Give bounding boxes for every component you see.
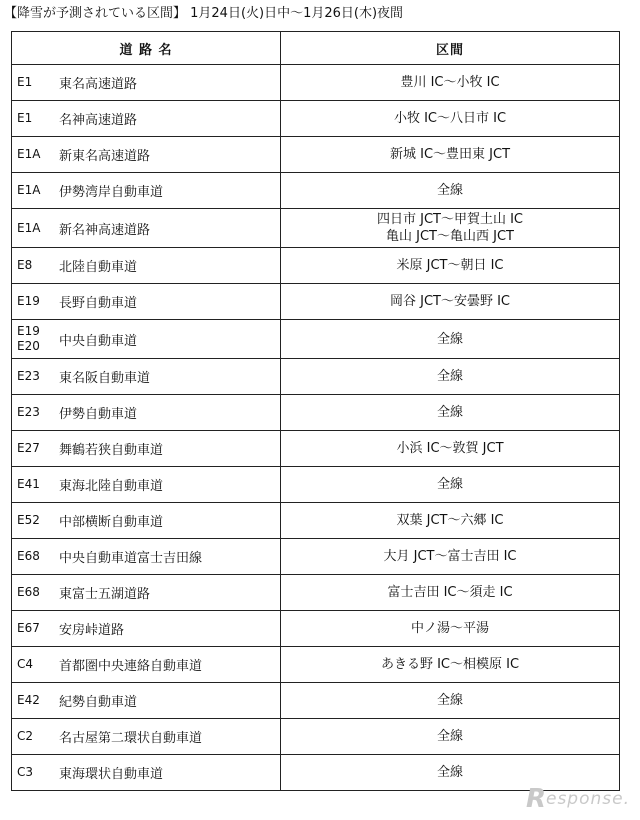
road-code: E41 [17,477,40,491]
road-name: 新東名高速道路 [59,149,151,164]
road-cell-content [12,619,280,638]
table-row [12,320,620,359]
table-row [12,503,620,539]
section-cell: 中ノ湯～平湯 [281,611,620,647]
road-cell-content [12,145,280,164]
response-logo [526,784,630,814]
road-cell [12,65,281,101]
table-row [12,539,620,575]
section-cell: 全線 [281,173,620,209]
table-row [12,575,620,611]
road-name: 中央自動車道 [59,333,138,349]
section-cell: 新城 IC～豊田東 JCT [281,137,620,173]
table-row [12,209,620,248]
road-cell-content [12,655,280,674]
road-cell [12,359,281,395]
table-header-row [12,32,620,65]
road-cell [12,755,281,791]
road-cell-content [12,219,280,238]
section-cell: 全線 [281,467,620,503]
section-cell: 全線 [281,395,620,431]
road-name: 東海環状自動車道 [59,767,164,782]
road-code: E52 [17,513,40,527]
road-cell [12,719,281,755]
road-code: E23 [17,369,40,383]
road-code: E68 [17,585,40,599]
table-body [12,65,620,791]
road-name: 東名高速道路 [59,77,138,92]
road-code: E1A [17,147,41,161]
road-cell [12,539,281,575]
road-cell [12,137,281,173]
section-cell: 大月 JCT～富士吉田 IC [281,539,620,575]
road-cell [12,503,281,539]
road-cell-content [12,547,280,566]
road-code: C2 [17,729,34,743]
table-row [12,467,620,503]
logo-text: esponse. [545,789,630,809]
road-name: 中央自動車道富士吉田線 [59,551,203,566]
section-cell: 全線 [281,719,620,755]
road-name: 名神高速道路 [59,113,138,128]
road-name: 東海北陸自動車道 [59,479,164,494]
road-cell-content [12,691,280,710]
road-name: 首都圏中央連絡自動車道 [59,659,203,674]
road-cell [12,611,281,647]
road-cell-content [12,181,280,200]
section-cell: 全線 [281,320,620,359]
road-code: E1 [17,75,33,89]
road-name: 伊勢湾岸自動車道 [59,185,164,200]
table-row [12,683,620,719]
road-cell-content [12,367,280,386]
road-cell-content [12,73,280,92]
road-cell [12,575,281,611]
road-cell-content [12,324,280,354]
section-cell: 双葉 JCT～六郷 IC [281,503,620,539]
table-row [12,431,620,467]
table-row [12,284,620,320]
road-cell [12,101,281,137]
road-name: 東富士五湖道路 [59,587,151,602]
table-row [12,647,620,683]
section-cell: 全線 [281,359,620,395]
table-row [12,719,620,755]
section-cell: 米原 JCT～朝日 IC [281,248,620,284]
road-name: 舞鶴若狭自動車道 [59,443,164,458]
road-name: 中部横断自動車道 [59,515,164,530]
road-cell-content [12,439,280,458]
road-cell [12,320,281,359]
section-cell: 岡谷 JCT～安曇野 IC [281,284,620,320]
snow-section-table [11,31,620,791]
section-cell: 小牧 IC～八日市 IC [281,101,620,137]
road-cell-content [12,763,280,782]
road-cell [12,284,281,320]
road-cell-content [12,583,280,602]
road-code: E1 [17,111,33,125]
header-section: 区間 [281,32,620,65]
road-cell [12,467,281,503]
road-cell-content [12,256,280,275]
road-cell-content [12,292,280,311]
section-cell: 四日市 JCT～甲賀土山 IC 亀山 JCT～亀山西 JCT [281,209,620,248]
road-code: E8 [17,258,33,272]
table-row [12,395,620,431]
logo-mark: R [525,784,546,814]
road-code: E19 E20 [17,324,40,353]
table-row [12,611,620,647]
road-code: E1A [17,220,41,235]
road-cell-content [12,475,280,494]
road-name: 名古屋第二環状自動車道 [59,731,203,746]
road-name: 長野自動車道 [59,296,138,311]
table-row [12,173,620,209]
section-cell: あきる野 IC～相模原 IC [281,647,620,683]
road-name: 北陸自動車道 [59,260,138,275]
table-row [12,65,620,101]
section-cell: 小浜 IC～敦賀 JCT [281,431,620,467]
road-name: 紀勢自動車道 [59,695,138,710]
road-code: C3 [17,765,34,779]
section-cell: 全線 [281,683,620,719]
road-cell [12,173,281,209]
road-code: E27 [17,441,40,455]
road-cell [12,647,281,683]
road-cell-content [12,727,280,746]
road-code: E19 [17,294,40,308]
road-cell [12,209,281,248]
section-cell: 富士吉田 IC～須走 IC [281,575,620,611]
table-row [12,359,620,395]
road-name: 安房峠道路 [59,623,125,638]
section-cell: 豊川 IC～小牧 IC [281,65,620,101]
road-code: E23 [17,405,40,419]
road-cell [12,248,281,284]
road-code: E1A [17,183,41,197]
road-cell [12,683,281,719]
road-name: 伊勢自動車道 [59,407,138,422]
table-row [12,248,620,284]
road-name: 新名神高速道路 [59,222,151,238]
road-code: C4 [17,657,34,671]
road-code: E42 [17,693,40,707]
table-row [12,101,620,137]
road-name: 東名阪自動車道 [59,371,151,386]
header-road-name: 道 路 名 [12,32,281,65]
road-cell [12,431,281,467]
page-title: 【降雪が予測されている区間】 1月24日(火)日中～1月26日(木)夜間 [4,6,404,21]
road-code: E67 [17,621,40,635]
road-cell [12,395,281,431]
road-cell-content [12,511,280,530]
section-cell: 全線 [281,755,620,791]
road-code: E68 [17,549,40,563]
road-cell-content [12,109,280,128]
table-row [12,137,620,173]
road-cell-content [12,403,280,422]
